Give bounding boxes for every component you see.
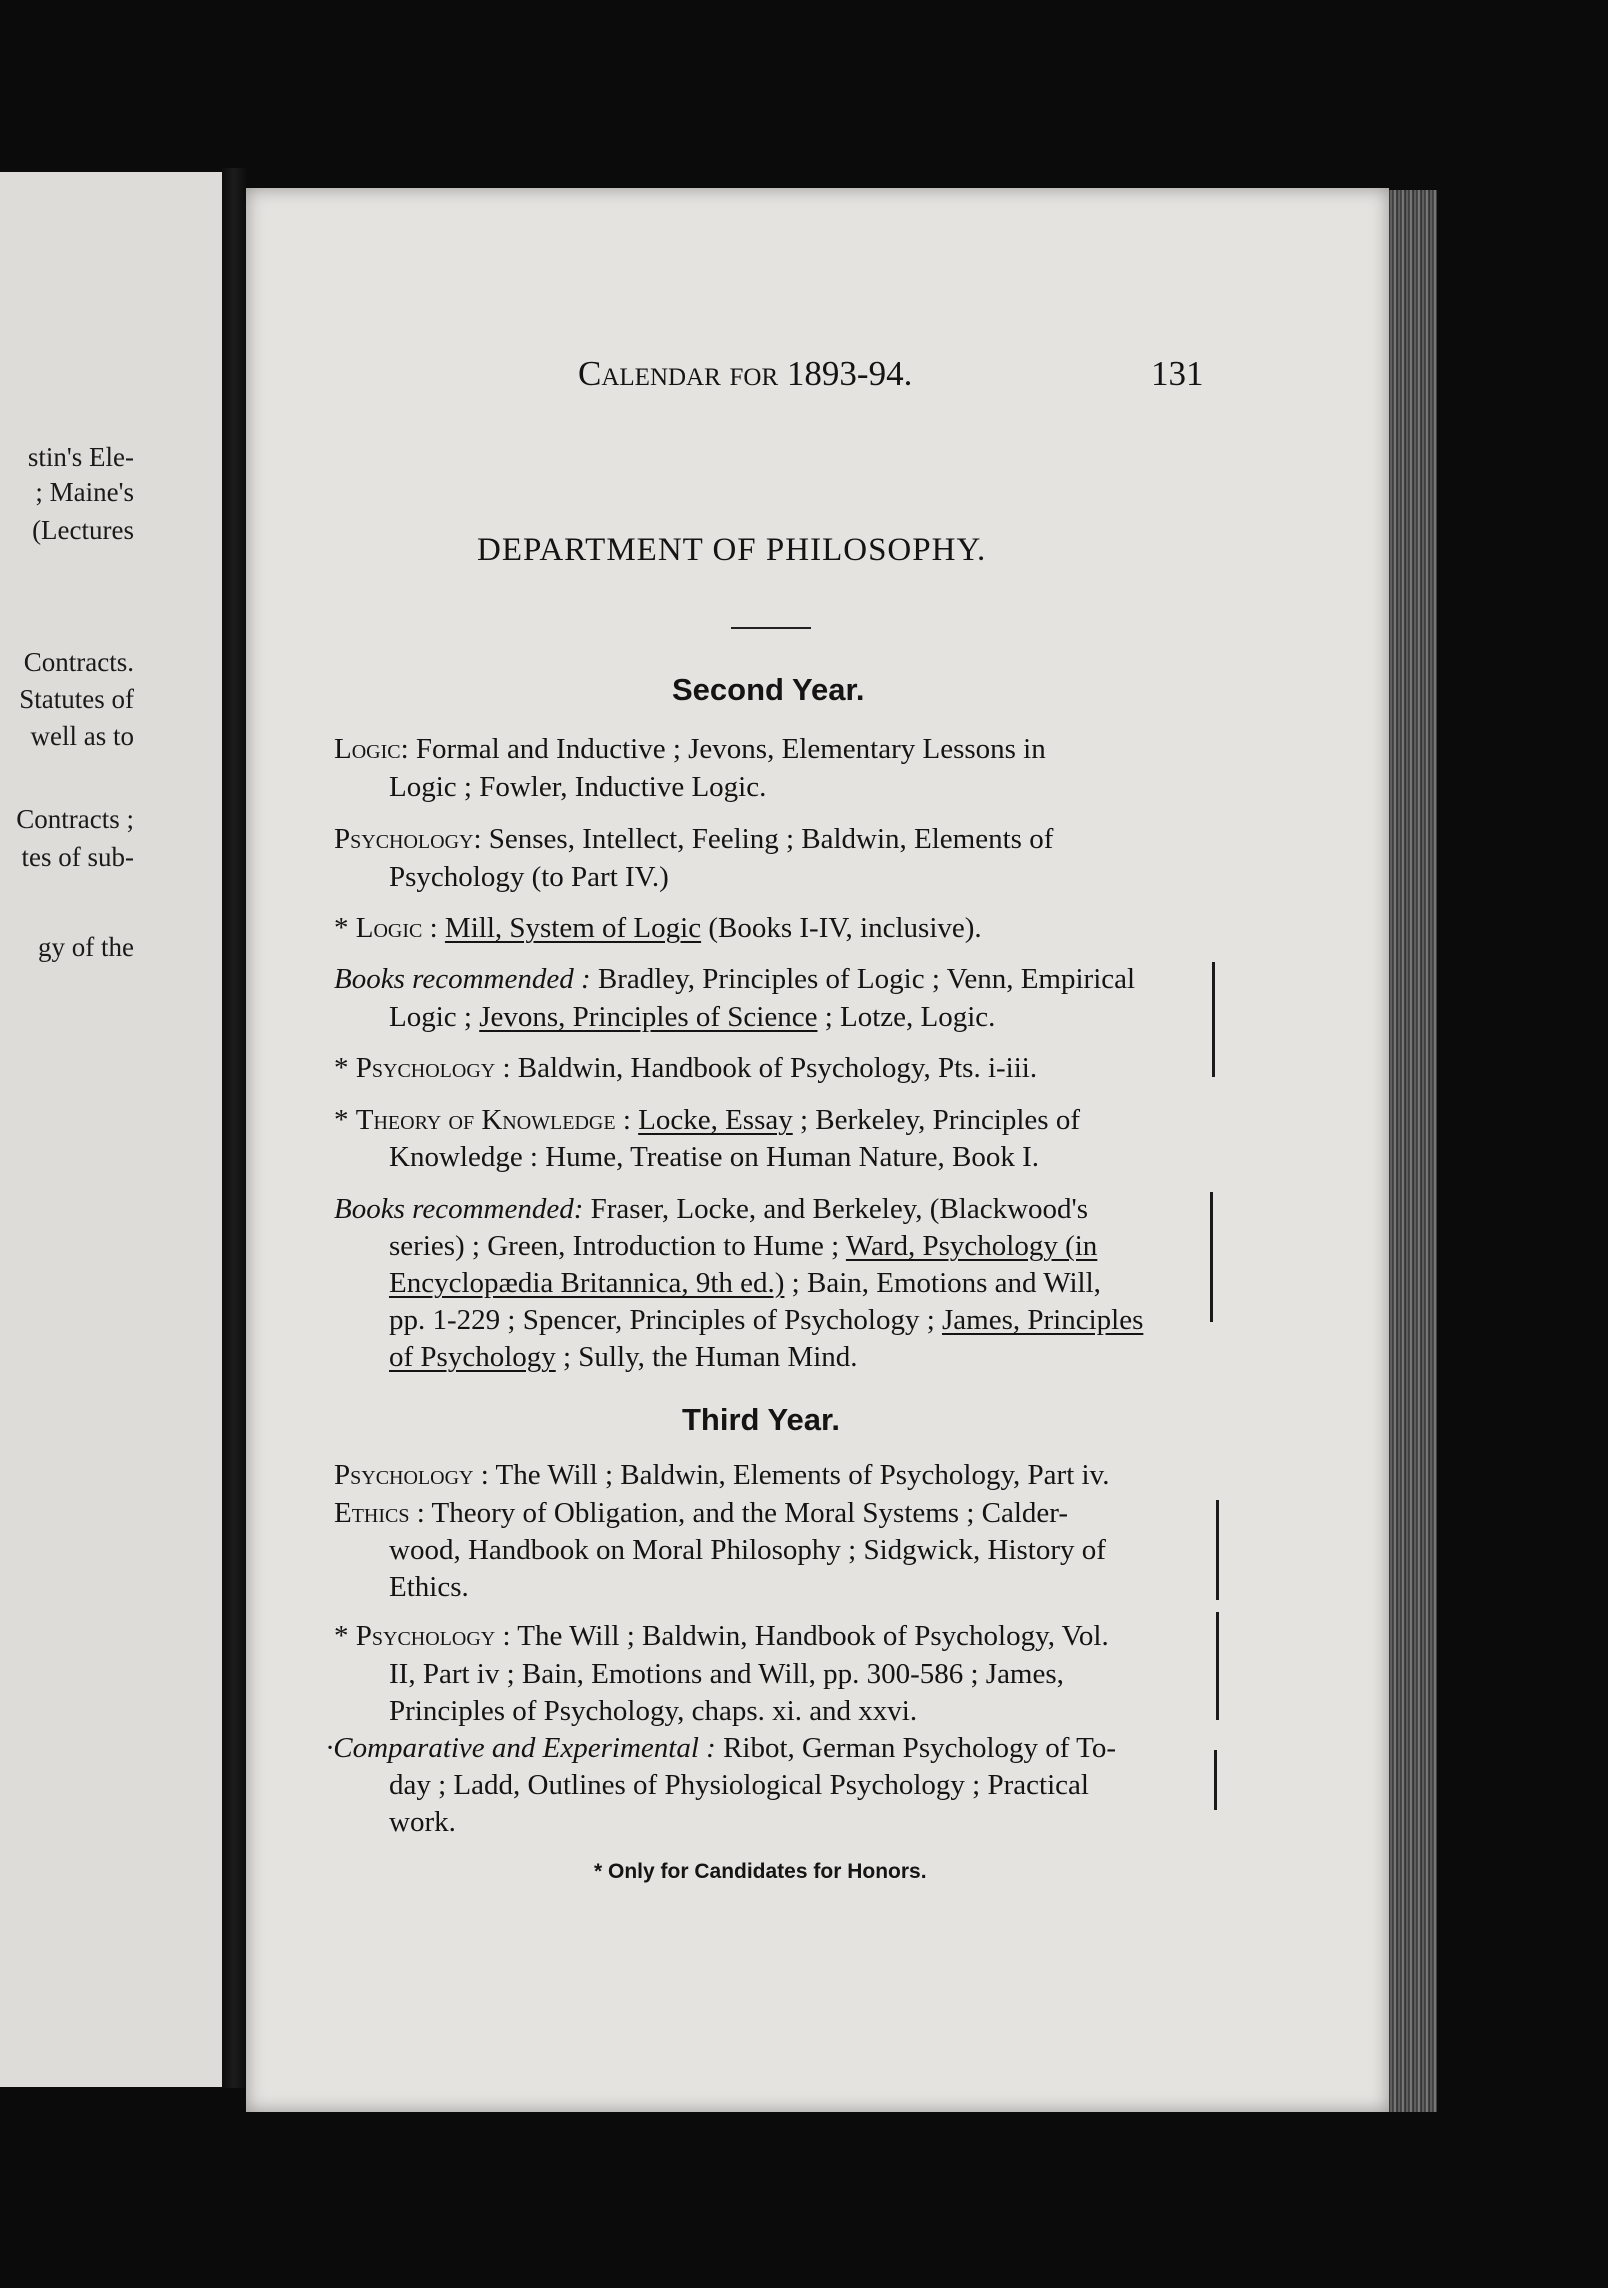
left-page-line: ; Maine's [35, 477, 134, 507]
comparative-entry-line2: day ; Ladd, Outlines of Physiological Psychology ; Practical [389, 1769, 1089, 1801]
honors-logic-entry [334, 912, 982, 945]
page-edges [1389, 190, 1437, 2112]
underlined-book: of Psychology [389, 1341, 556, 1373]
third-honors-psychology-line3: Principles of Psychology, chaps. xi. and xxvi. [389, 1695, 918, 1727]
theory-of-knowledge-label: Theory of Knowledge [355, 1104, 616, 1136]
psychology-label: Psychology [334, 823, 474, 855]
psychology-text: : The Will ; Baldwin, Elements of Psychology, Part iv. [473, 1459, 1110, 1491]
comparative-entry-line1 [326, 1732, 1116, 1765]
book-gutter [222, 168, 246, 2088]
underlined-book: Encyclopædia Britannica, 9th ed.) [389, 1267, 785, 1299]
comparative-entry-line3: work. [389, 1806, 456, 1838]
third-psychology-entry [334, 1459, 1109, 1492]
ethics-entry-line1 [334, 1497, 1068, 1530]
books-text: Fraser, Locke, and Berkeley, (Blackwood's [583, 1193, 1089, 1225]
psychology-text: : Baldwin, Handbook of Psychology, Pts. i-iii. [495, 1052, 1038, 1084]
left-page-line: well as to [30, 721, 134, 751]
footnote: * Only for Candidates for Honors. [594, 1860, 927, 1883]
logic-entry-line2: Logic ; Fowler, Inductive Logic. [389, 771, 767, 803]
asterisk: * [334, 1104, 356, 1136]
books-recommended2-line5 [389, 1341, 858, 1374]
books-recommended2-line4 [389, 1304, 1143, 1337]
third-honors-psychology-line1 [334, 1620, 1109, 1653]
underlined-book: Ward, Psychology (in [845, 1230, 1098, 1262]
logic-label: Logic [355, 912, 423, 944]
books-text: ; Lotze, Logic. [817, 1001, 996, 1033]
books-recommended2-line2 [389, 1230, 1097, 1263]
books-recommended-label: Books recommended: [334, 1193, 584, 1225]
previous-page-fragment [0, 172, 222, 2087]
left-page-line: tes of sub- [21, 842, 134, 872]
psychology-label: Psychology [355, 1052, 496, 1084]
second-year-heading: Second Year. [672, 672, 865, 707]
theory-of-knowledge-line2: Knowledge : Hume, Treatise on Human Nature, Book I. [389, 1141, 1039, 1173]
logic-entry-line1 [334, 733, 1046, 766]
logic-text: : Formal and Inductive ; Jevons, Elementary Lessons in [400, 733, 1046, 765]
third-honors-psychology-line2: II, Part iv ; Bain, Emotions and Will, pp. 300-586 ; James, [389, 1658, 1064, 1690]
theory-of-knowledge-line1 [334, 1104, 1080, 1137]
psychology-text: : Senses, Intellect, Feeling ; Baldwin, Elements of [473, 823, 1054, 855]
ethics-entry-line3: Ethics. [389, 1571, 469, 1603]
margin-mark [1214, 1750, 1217, 1810]
department-title: DEPARTMENT OF PHILOSOPHY. [477, 532, 987, 568]
psychology-label: Psychology [355, 1620, 496, 1652]
books-recommended-line2 [389, 1001, 995, 1034]
asterisk: * [334, 1620, 356, 1652]
underlined-book: Locke, Essay [638, 1104, 793, 1136]
logic-text: (Books I-IV, inclusive). [701, 912, 982, 944]
comparative-text: Ribot, German Psychology of To- [715, 1732, 1117, 1764]
comparative-label: ·Comparative and Experimental : [326, 1732, 716, 1764]
left-page-line: gy of the [38, 932, 134, 962]
books-text: ; Bain, Emotions and Will, [784, 1267, 1101, 1299]
books-recommended2-line3 [389, 1267, 1101, 1300]
books-text: ; Sully, the Human Mind. [555, 1341, 858, 1373]
margin-mark [1216, 1500, 1219, 1600]
colon: : [422, 912, 445, 944]
divider-rule [731, 627, 811, 629]
psychology-text: : The Will ; Baldwin, Handbook of Psychology, Vol. [495, 1620, 1109, 1652]
left-page-line: Contracts. [23, 647, 134, 677]
psychology-label: Psychology [334, 1459, 474, 1491]
ethics-text: : Theory of Obligation, and the Moral Systems ; Calder- [409, 1497, 1069, 1529]
books-recommended-line1 [334, 963, 1135, 996]
psychology-entry-line1 [334, 823, 1053, 856]
ethics-entry-line2: wood, Handbook on Moral Philosophy ; Sidgwick, History of [389, 1534, 1106, 1566]
left-page-line: (Lectures [32, 515, 134, 545]
asterisk: * [334, 1052, 356, 1084]
margin-mark [1210, 1192, 1213, 1322]
margin-mark [1216, 1612, 1219, 1720]
books-recommended-label: Books recommended : [334, 963, 591, 995]
books-text: Bradley, Principles of Logic ; Venn, Empirical [590, 963, 1136, 995]
books-text: Logic ; [389, 1001, 480, 1033]
books-recommended2-line1 [334, 1193, 1088, 1226]
left-page-line: Contracts ; [16, 804, 134, 834]
honors-psychology-entry [334, 1052, 1037, 1085]
left-page-line: stin's Ele- [27, 442, 134, 472]
colon: : [615, 1104, 639, 1136]
books-text: pp. 1-229 ; Spencer, Principles of Psychology ; [389, 1304, 942, 1336]
underlined-book: James, Principles [942, 1304, 1144, 1336]
running-header-title: Calendar for 1893-94. [578, 354, 913, 393]
asterisk: * [334, 912, 356, 944]
left-page-line: Statutes of [19, 684, 134, 714]
tok-text: ; Berkeley, Principles of [792, 1104, 1080, 1136]
margin-mark [1212, 962, 1215, 1077]
page-number: 131 [1151, 354, 1204, 393]
ethics-label: Ethics [334, 1497, 410, 1529]
underlined-book: Mill, System of Logic [444, 912, 702, 944]
third-year-heading: Third Year. [682, 1402, 840, 1437]
underlined-book: Jevons, Principles of Science [479, 1001, 818, 1033]
logic-label: Logic [334, 733, 401, 765]
books-text: series) ; Green, Introduction to Hume ; [389, 1230, 846, 1262]
psychology-entry-line2: Psychology (to Part IV.) [389, 861, 669, 893]
